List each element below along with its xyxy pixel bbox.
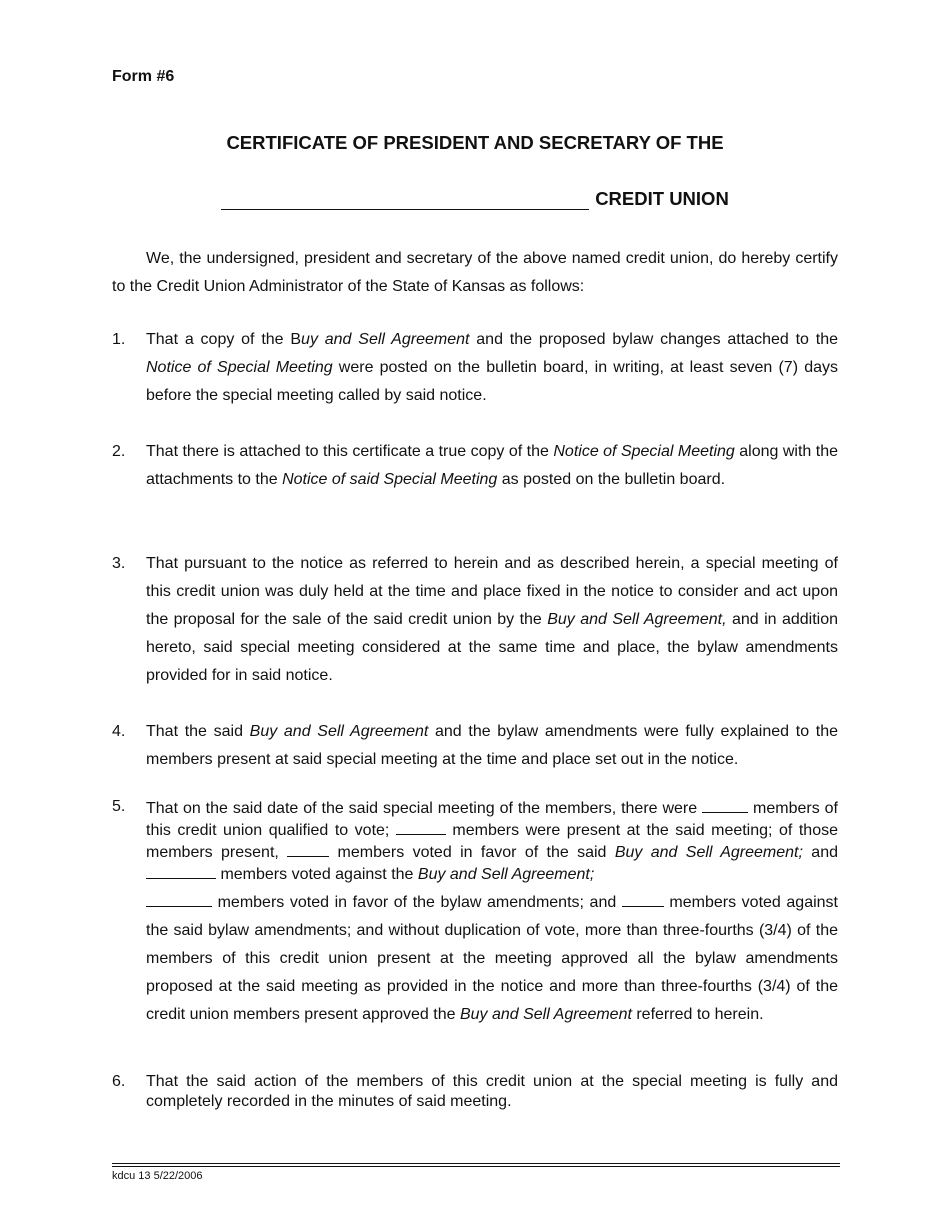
- certificate-title: CERTIFICATE OF PRESIDENT AND SECRETARY OF THE: [226, 132, 724, 153]
- list-item-5: [112, 797, 838, 1029]
- item-number: 1.: [112, 331, 126, 348]
- item-text-block-2: members voted in favor of the bylaw amendments; and members voted against the said bylaw amendments; and without duplication of vote, more than three-fourths (3/4) of the members of this credit union present at the meeting approved all the bylaw amendments proposed at the said meeting as provided in the notice and more than three-fourths (3/4) of the credit union members present approved the Buy and Sell Agreement referred to herein.: [146, 889, 838, 1029]
- against-agreement-blank[interactable]: [146, 863, 216, 879]
- intro-paragraph: We, the undersigned, president and secretary of the above named credit union, do hereby certify to the Credit Union Administrator of the State of Kansas as follows:: [112, 250, 838, 295]
- footer-divider: [112, 1166, 840, 1167]
- item-number: 6.: [112, 1073, 126, 1090]
- footer-text: kdcu 13 5/22/2006: [112, 1170, 203, 1182]
- footer-divider: [112, 1163, 840, 1164]
- list-item-3: [112, 550, 838, 690]
- favor-agreement-blank[interactable]: [287, 841, 329, 857]
- item-number: 5.: [112, 798, 126, 815]
- credit-union-label: CREDIT UNION: [595, 188, 729, 209]
- list-item-4: [112, 718, 838, 774]
- item-text: That pursuant to the notice as referred to herein and as described herein, a special meeting of this credit union was duly held at the time and place fixed in the notice to consider and act upon the proposal for the sale of the said credit union by the Buy and Sell Agreement, and in addition hereto, said special meeting considered at the same time and place, the bylaw amendments provided for in said notice.: [146, 555, 838, 684]
- item-text: That there is attached to this certificate a true copy of the Notice of Special Meeting along with the attachments to the Notice of said Special Meeting as posted on the bulletin board.: [146, 443, 838, 488]
- item-text-block-1: That on the said date of the said special meeting of the members, there were members of this credit union qualified to vote; members were present at the said meeting; of those members present, members voted in favor of the said Buy and Sell Agreement; and members voted against the Buy and Sell Agreement;: [146, 797, 838, 885]
- item-text: That a copy of the Buy and Sell Agreement and the proposed bylaw changes attached to the Notice of Special Meeting were posted on the bulletin board, in writing, at least seven (7) days before the special meeting called by said notice.: [146, 331, 838, 404]
- list-item-2: [112, 438, 838, 494]
- credit-union-name-blank[interactable]: [221, 189, 589, 210]
- credit-union-title-line: [0, 188, 950, 210]
- item-number: 2.: [112, 443, 126, 460]
- against-bylaw-blank[interactable]: [622, 891, 664, 907]
- qualified-members-blank[interactable]: [702, 797, 748, 813]
- item-text: That the said action of the members of this credit union at the special meeting is fully and completely recorded in the minutes of said meeting.: [146, 1073, 838, 1110]
- list-item-6: [112, 1072, 838, 1112]
- list-item-1: [112, 326, 838, 410]
- item-number: 4.: [112, 723, 126, 740]
- form-label: Form #6: [112, 68, 175, 85]
- item-number: 3.: [112, 555, 126, 572]
- favor-bylaw-blank[interactable]: [146, 891, 212, 907]
- present-members-blank[interactable]: [396, 819, 446, 835]
- item-text: That the said Buy and Sell Agreement and the bylaw amendments were fully explained to the members present at said special meeting at the time and place set out in the notice.: [146, 723, 839, 768]
